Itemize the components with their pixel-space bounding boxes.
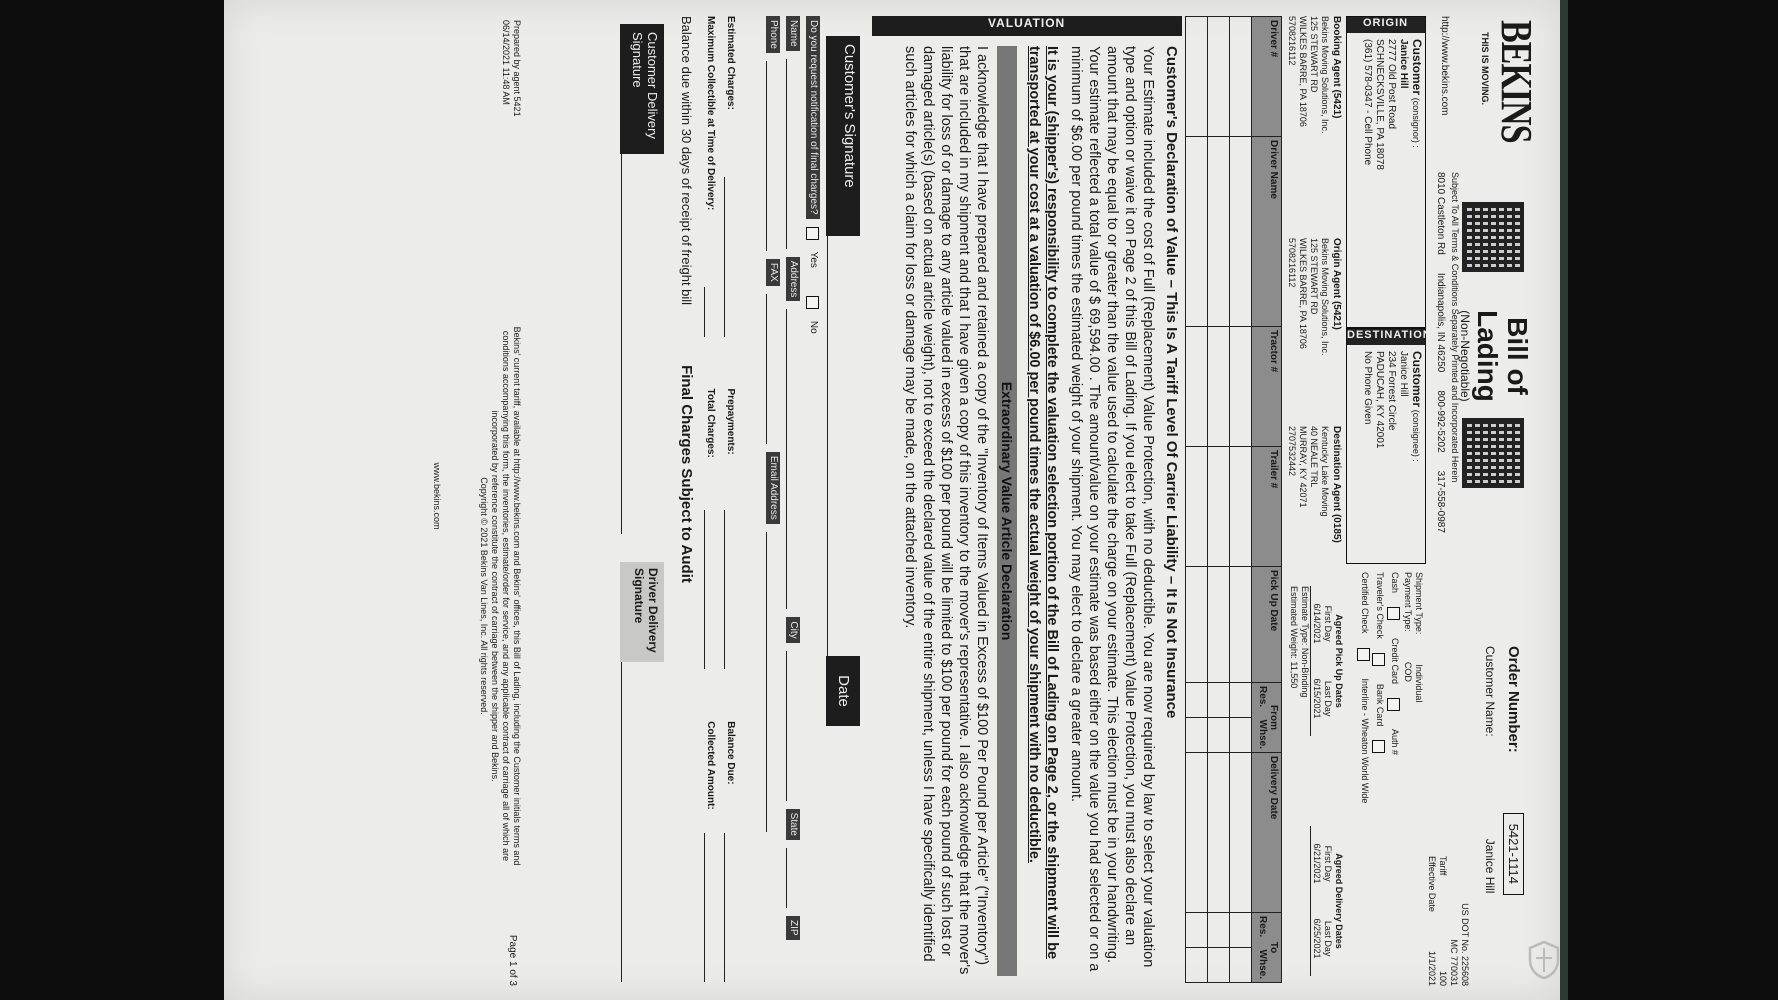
bank-card-checkbox[interactable] — [1372, 740, 1385, 753]
collected-amount-value[interactable] — [704, 833, 716, 982]
booking-agent-line: 125 STEWART RD — [1309, 16, 1319, 93]
header-to-whse: Whse. — [1257, 949, 1268, 979]
notify-state-label: State — [786, 809, 800, 840]
footer-copyright: Copyright © 2021 Bekins Van Lines, Inc. All rights reserved. — [479, 477, 489, 715]
maximum-collectible-label: Maximum Collectible at Time of Delivery: — [705, 16, 716, 211]
notify-fax-label: FAX — [766, 259, 780, 286]
delivery-first-day: 6/21/2021 — [1312, 843, 1322, 884]
document-title: Bill of Lading — [1472, 310, 1533, 402]
header-pickup-date: Pick Up Date — [1251, 567, 1281, 683]
crew-table-row[interactable] — [1207, 17, 1229, 983]
destination-tab: DESTINATION — [1347, 329, 1425, 345]
destination-agent — [1286, 426, 1342, 576]
certified-check-label: Certified Check — [1360, 572, 1370, 634]
terms-line: Subject To All Terms & Conditions Separately Printed and Incorporated Herein — [1450, 172, 1460, 483]
origin-agent — [1286, 238, 1342, 408]
header-from — [1251, 683, 1281, 753]
crew-table-row[interactable] — [1229, 17, 1251, 983]
booking-agent-line: WILKES BARRE, PA 18706 — [1298, 16, 1308, 127]
booking-agent — [1286, 16, 1342, 186]
booking-agent-line: 5708216112 — [1287, 16, 1297, 66]
delivery-last-day-label: Last Day — [1323, 920, 1333, 957]
effective-date-label: Effective Date — [1427, 856, 1437, 912]
document-subtitle: (Non-Negotiable) — [1458, 310, 1472, 402]
destination-agent-line: 40 NEALE TRL — [1309, 426, 1319, 488]
website-link[interactable]: http://www.bekins.com — [1439, 16, 1450, 116]
qr-code-right — [1462, 418, 1524, 488]
destination-customer-box — [1346, 328, 1432, 564]
customer-signature-field[interactable]: Customer's Signature — [826, 36, 860, 236]
notify-name-input[interactable] — [787, 59, 800, 249]
origin-line: 2777 Old Post Road — [1386, 39, 1397, 130]
shield-icon — [1527, 940, 1561, 980]
estimate-type: Estimate Type: Non-Binding — [1300, 586, 1310, 698]
notify-no-checkbox[interactable] — [807, 296, 820, 309]
extraordinary-value-heading: Extraordinary Value Article Declaration — [997, 46, 1017, 976]
order-number-label: Order Number: — [1505, 646, 1522, 753]
header-delivery-date: Delivery Date — [1251, 753, 1281, 913]
header-to-res: Res. — [1257, 916, 1268, 938]
payment-type-label: Payment Type: — [1403, 572, 1413, 632]
delivery-last-day: 6/25/2021 — [1312, 918, 1322, 959]
notify-no-label: No — [808, 320, 819, 334]
header-tractor: Tractor # — [1251, 327, 1281, 447]
notify-address-input[interactable] — [787, 309, 800, 609]
credit-card-checkbox[interactable] — [1387, 698, 1400, 711]
booking-agent-line: Bekins Moving Solutions, Inc. — [1320, 16, 1330, 134]
order-number: 5421-1114 — [1503, 813, 1524, 895]
notify-phone-input[interactable] — [767, 61, 780, 251]
origin-heading-sub: (consignor) : — [1411, 97, 1421, 148]
destination-agent-title: Destination Agent (0185) — [1331, 426, 1342, 543]
notify-zip-label: ZIP — [786, 916, 800, 940]
destination-agent-line: Kentucky Lake Moving — [1320, 426, 1330, 517]
origin-agent-title: Origin Agent (5421) — [1331, 238, 1342, 330]
balance-due-value[interactable] — [724, 833, 736, 982]
pickup-dates-title: Agreed Pick Up Dates — [1334, 614, 1344, 708]
charges-block — [680, 16, 736, 982]
company-city: Indianapolis, IN 46250 — [1435, 272, 1446, 373]
pickup-last-day: 6/15/2021 — [1312, 678, 1322, 719]
bill-of-lading-page — [252, 6, 1562, 996]
prepared-time: 06/14/2021 11:48 AM — [501, 20, 511, 105]
customer-delivery-signature-line — [621, 154, 622, 534]
estimated-weight: Estimated Weight: 11,550 — [1289, 586, 1299, 689]
valuation-paragraph: Your Estimate included the cost of Full (Replacement) Value Protection, with no deductible. You are now required by law to select your valuation type and option or waive it on Page 2 of this Bill of Lading. If you elect to take Full (Replacement) Value Protection, you must also declare an amount that may be equal to or greater than the value used to calculate the charge on your estimate. This election must be in your handwriting. Your estimate reflected a total value of $ 69,594.00 . The amount/value on your estimate was based either on the value you had selected or on a minimum of $6.00 per pound times the estimated weight of your shipment. You may elect to declare a greater amount. — [1068, 46, 1156, 972]
pickup-last-day-label: Last Day — [1323, 680, 1333, 717]
notify-yes-checkbox[interactable] — [807, 227, 820, 240]
header-trailer: Trailer # — [1251, 447, 1281, 567]
pickup-first-day-label: First Day — [1323, 605, 1333, 642]
notify-email-label: Email Address — [766, 452, 780, 524]
delivery-dates-title: Agreed Delivery Dates — [1334, 853, 1344, 949]
cash-label: Cash — [1390, 572, 1400, 594]
customer-delivery-signature-field[interactable]: Customer Delivery Signature — [620, 24, 664, 154]
header-to — [1251, 913, 1281, 983]
qr-code-left — [1462, 202, 1524, 272]
driver-delivery-signature-field[interactable]: Driver Delivery Signature — [620, 562, 664, 662]
destination-line: PADUCAH, KY 42001 — [1374, 351, 1385, 449]
notify-yes-label: Yes — [808, 251, 819, 268]
header-from-whse: Whse. — [1257, 719, 1268, 749]
agreed-dates-block — [1288, 586, 1344, 976]
header-to-label: To — [1268, 941, 1279, 954]
valuation-heading: Customer's Declaration of Value – This Is A Tariff Level Of Carrier Liability – It Is Not Insurance — [1163, 46, 1180, 719]
prepayments-label: Prepayments: — [725, 388, 736, 455]
notify-city-label: City — [786, 617, 800, 642]
booking-agent-title: Booking Agent (5421) — [1331, 16, 1342, 119]
destination-heading-sub: (consignee) : — [1411, 409, 1421, 462]
date-field[interactable]: Date — [826, 656, 860, 726]
origin-line: SCHNECKSVILLE, PA 18078 — [1374, 39, 1385, 170]
company-address: 8010 Castleton Rd — [1435, 172, 1446, 255]
footer-site: www.bekins.com — [432, 462, 442, 530]
bank-card-label: Bank Card — [1375, 683, 1385, 727]
balance-due-note: Balance due within 30 days of receipt of freight bill — [679, 16, 694, 306]
driver-delivery-signature-line — [621, 662, 622, 982]
origin-agent-line: 125 STEWART RD — [1309, 238, 1319, 315]
origin-line: (361) 578-0347 - Cell Phone — [1362, 39, 1373, 166]
payment-type: COD — [1403, 661, 1413, 682]
notify-phone-label: Phone — [766, 16, 780, 53]
header-driver-name: Driver Name — [1251, 137, 1281, 327]
valuation-responsibility-note: It is your (shipper's) responsibility to complete the valuation selection portion of the Bill of Lading on Page 2, or the shipment will be transported at your cost at a valuation of $6.00 per pound times the actual weight of your shipment with no deductible. — [1026, 46, 1060, 960]
crew-table-row[interactable] — [1185, 17, 1207, 983]
final-charges-audit: Final Charges Subject to Audit — [678, 365, 695, 583]
maximum-collectible-value[interactable] — [704, 287, 716, 337]
logo-wordmark: BEKINS — [1491, 20, 1540, 143]
valuation-section — [872, 16, 1182, 982]
customer-signature-line — [827, 236, 828, 656]
notify-address-label: Address — [786, 257, 800, 302]
destination-heading: Customer — [1410, 351, 1424, 408]
auth-label: Auth # — [1390, 729, 1400, 756]
origin-line: Janice Hill — [1398, 39, 1409, 89]
notify-city-input[interactable] — [787, 651, 800, 801]
total-charges-label: Total Charges: — [705, 388, 716, 458]
prepared-by-agent: Prepared by agent 5421 — [512, 20, 522, 117]
cash-checkbox[interactable] — [1387, 607, 1400, 620]
pickup-first-day: 6/14/2021 — [1312, 603, 1322, 644]
footer-legal — [478, 306, 522, 886]
origin-agent-line: Bekins Moving Solutions, Inc. — [1320, 238, 1330, 356]
origin-customer-box — [1346, 16, 1426, 328]
origin-tab: ORIGIN — [1347, 17, 1425, 33]
shipment-type-label: Shipment Type: — [1414, 572, 1424, 635]
origin-heading: Customer — [1410, 39, 1424, 96]
travelers-check-label: Traveler's Check — [1375, 572, 1385, 639]
destination-line: 234 Forrest Circle — [1386, 351, 1397, 431]
origin-agent-line: 5708216112 — [1287, 238, 1297, 288]
collected-amount-label: Collected Amount: — [705, 721, 716, 810]
us-dot-number: US DOT No. 225608 — [1460, 903, 1470, 986]
destination-line: Janice Hill — [1398, 351, 1409, 397]
destination-agent-line: 2707532442 — [1287, 426, 1297, 477]
shipment-payment-block — [1357, 572, 1424, 982]
destination-line: No Phone Given — [1362, 351, 1373, 425]
shipment-type: Individual — [1414, 664, 1424, 703]
prepayments-value[interactable] — [724, 510, 736, 669]
valuation-tab: VALUATION — [872, 16, 1182, 36]
header-from-label: From — [1268, 705, 1279, 730]
company-phone-2: 317-558-0987 — [1435, 470, 1446, 533]
interline-label: Interline - Wheaton World Wide — [1360, 678, 1370, 804]
page-number: Page 1 of 3 — [507, 934, 518, 986]
mc-number: MC 770031 — [1449, 939, 1459, 986]
bekins-logo — [1479, 20, 1540, 143]
company-phone-1: 800-992-5202 — [1435, 390, 1446, 453]
notify-name-label: Name — [786, 16, 800, 51]
header-driver-number: Driver # — [1251, 17, 1281, 137]
notify-question: Do you request notification of final charges? — [806, 16, 820, 219]
crew-table — [1185, 16, 1282, 983]
origin-agent-line: WILKES BARRE, PA 18706 — [1298, 238, 1308, 349]
footer-legal-text: Bekins' current tariff, available at http://www.bekins.com and Bekins' offices, this Bill of Lading, including the Customer initials terms and conditions accompanying this form, the inventories, estimate/order for service, and any applicable contract of carriage all of which are incorporated by reference constitute the contract of carriage between the shipper and Bekins. — [490, 326, 522, 866]
notification-block — [766, 16, 820, 982]
customer-name-label: Customer Name: — [1483, 646, 1497, 737]
tariff-value: 100 — [1438, 970, 1448, 986]
certified-check-checkbox[interactable] — [1357, 648, 1370, 661]
notify-state-input[interactable] — [787, 848, 800, 908]
credit-card-label: Credit Card — [1390, 638, 1400, 685]
extraordinary-value-paragraph: I acknowledge that I have prepared and retained a copy of the "Inventory of Items Valued in Excess of $100 Per Pound per Article" ("Inventory") that are included in my shipment and that I have given a copy of this inventory to the mover's representative. I also acknowledge that the mover's liability for loss of or damage to any article valued in excess of $100 per pound will be limited to $100 per pound for each pound of such lost or damaged article(s) (based on actual article weight), not to exceed the declared value of the entire shipment, unless I have specifically identified such articles for which a claim for loss or damage may be made, on the attached inventory. — [902, 46, 990, 975]
tariff-label: Tariff — [1438, 856, 1448, 876]
delivery-first-day-label: First Day — [1323, 845, 1333, 882]
logo-tagline: THIS IS MOVING. — [1480, 32, 1490, 106]
customer-name: Janice Hill — [1483, 838, 1497, 894]
crew-table-header — [1251, 17, 1281, 983]
balance-due-label: Balance Due: — [725, 721, 736, 785]
estimated-charges-value[interactable] — [724, 177, 736, 336]
prepared-by — [500, 20, 522, 160]
destination-agent-line: MURRAY, KY 42071 — [1298, 426, 1308, 508]
travelers-check-checkbox[interactable] — [1372, 653, 1385, 666]
header-from-res: Res. — [1257, 686, 1268, 708]
effective-date: 1/1/2021 — [1427, 950, 1437, 986]
total-charges-value[interactable] — [704, 510, 716, 669]
estimated-charges-label: Estimated Charges: — [725, 16, 736, 110]
notify-email-input[interactable] — [767, 532, 780, 832]
notify-fax-input[interactable] — [767, 294, 780, 444]
